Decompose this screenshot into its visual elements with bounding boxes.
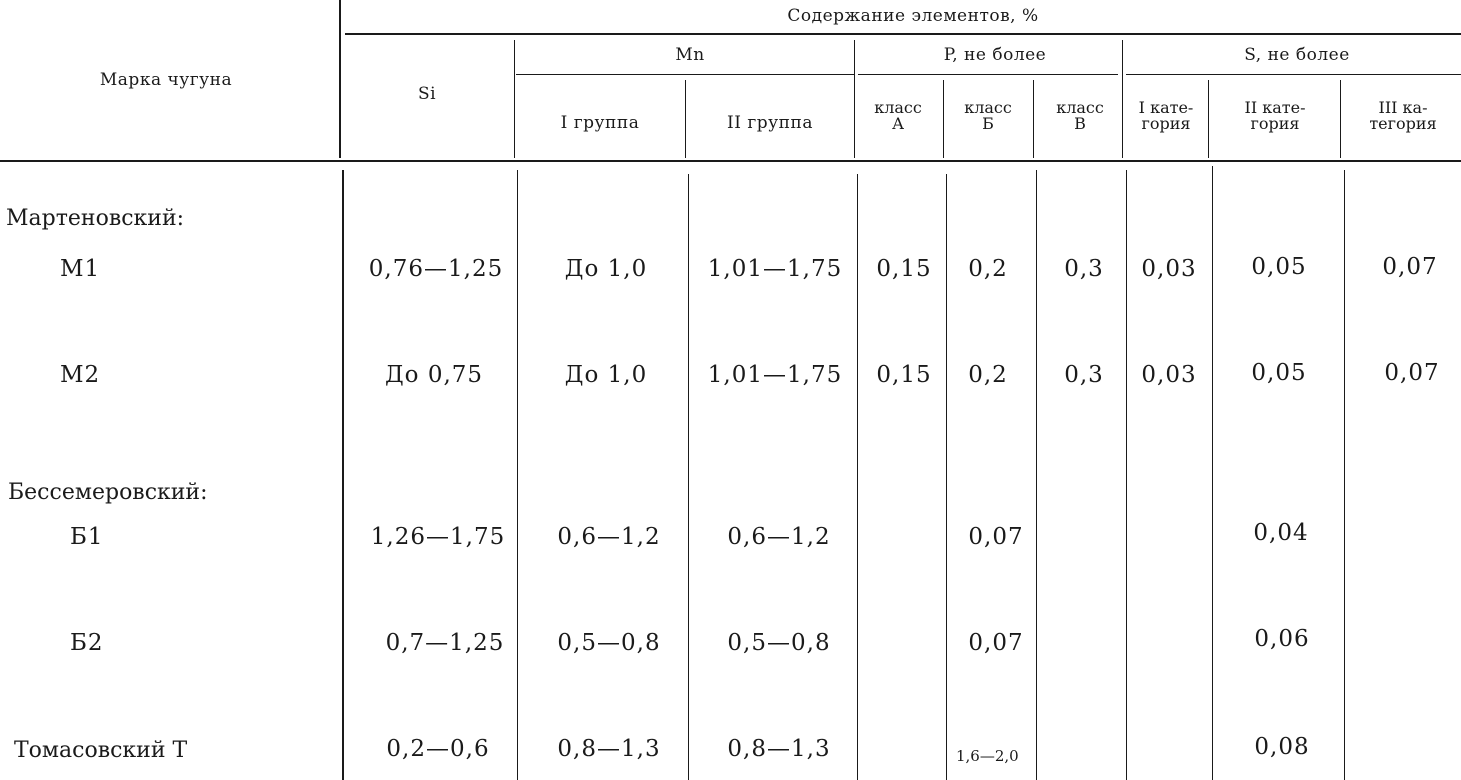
body-divider — [857, 174, 858, 780]
mn1-cell: 0,6—1,2 — [557, 524, 661, 550]
mn-group-1-header: I группа — [560, 113, 640, 133]
body-divider — [1212, 166, 1213, 780]
grade-cell: Б1 — [70, 524, 104, 550]
header-divider — [685, 80, 686, 158]
p-class-b-header: класс Б — [964, 98, 1012, 133]
s-category-1-cell: 0,03 — [1141, 362, 1197, 388]
mn2-cell: 0,6—1,2 — [727, 524, 831, 550]
header-divider — [854, 40, 855, 158]
s-cell: 0,06 — [1254, 626, 1310, 652]
s-category-2-header: II кате- гория — [1244, 98, 1306, 133]
content-header: Содержание элементов, % — [787, 6, 1039, 26]
s-category-1-cell: 0,03 — [1141, 256, 1197, 282]
mn1-cell: 0,8—1,3 — [557, 736, 661, 762]
header-divider — [339, 0, 341, 158]
p-class-a-cell: 0,15 — [876, 256, 932, 282]
body-divider — [1036, 170, 1037, 780]
mn2-cell: 0,8—1,3 — [727, 736, 831, 762]
mn-group-2-header: II группа — [727, 113, 813, 133]
p-class-c-cell: 0,3 — [1064, 256, 1104, 282]
body-divider — [342, 170, 344, 780]
header-bottom-rule — [0, 160, 1461, 162]
mn1-cell: До 1,0 — [564, 362, 648, 388]
s-category-3-header: III ка- тегория — [1369, 98, 1437, 133]
si-cell: 1,26—1,75 — [370, 524, 506, 550]
s-header: S, не более — [1244, 45, 1350, 65]
mn-header: Mn — [675, 45, 705, 65]
grade-column-header: Марка чугуна — [99, 70, 233, 90]
p-class-a-cell: 0,15 — [876, 362, 932, 388]
grade-cell: Б2 — [70, 630, 104, 656]
content-title-rule — [345, 33, 1461, 35]
body-divider — [946, 174, 947, 780]
s-cell: 0,04 — [1253, 520, 1309, 546]
p-class-a-header: класс А — [874, 98, 922, 133]
si-cell: 0,2—0,6 — [386, 736, 490, 762]
si-cell: 0,76—1,25 — [368, 256, 504, 282]
s-cell: 0,08 — [1254, 734, 1310, 760]
s-category-1-header: I кате- гория — [1138, 98, 1194, 133]
s-category-2-cell: 0,05 — [1251, 254, 1307, 280]
si-cell: 0,7—1,25 — [385, 630, 505, 656]
mn-title-rule — [516, 74, 854, 75]
header-divider — [1033, 80, 1034, 158]
p-class-b-cell: 0,2 — [968, 362, 1008, 388]
p-class-c-cell: 0,3 — [1064, 362, 1104, 388]
p-class-c-header: класс В — [1056, 98, 1104, 133]
mn2-cell: 0,5—0,8 — [727, 630, 831, 656]
grade-cell: М1 — [60, 256, 101, 282]
body-divider — [1344, 170, 1345, 780]
s-title-rule — [1126, 74, 1461, 75]
p-cell: 0,07 — [968, 630, 1024, 656]
grade-cell: Томасовский Т — [14, 738, 188, 763]
header-divider — [1340, 80, 1341, 158]
header-divider — [514, 40, 515, 158]
p-cell: 0,07 — [968, 524, 1024, 550]
s-category-3-cell: 0,07 — [1382, 254, 1438, 280]
mn1-cell: До 1,0 — [564, 256, 648, 282]
p-title-rule — [858, 74, 1118, 75]
body-divider — [688, 174, 689, 780]
p-cell: 1,6—2,0 — [956, 747, 1019, 765]
s-category-2-cell: 0,05 — [1251, 360, 1307, 386]
header-divider — [1208, 80, 1209, 158]
s-category-3-cell: 0,07 — [1384, 360, 1440, 386]
p-class-b-cell: 0,2 — [968, 256, 1008, 282]
group-title: Бессемеровский: — [8, 480, 208, 505]
grade-cell: М2 — [60, 362, 101, 388]
mn2-cell: 1,01—1,75 — [707, 362, 843, 388]
body-divider — [517, 170, 518, 780]
mn1-cell: 0,5—0,8 — [557, 630, 661, 656]
mn2-cell: 1,01—1,75 — [707, 256, 843, 282]
header-divider — [943, 80, 944, 158]
p-header: P, не более — [943, 45, 1047, 65]
si-header: Si — [417, 84, 437, 104]
body-divider — [1126, 170, 1127, 780]
group-title: Мартеновский: — [6, 206, 185, 231]
header-divider — [1122, 40, 1123, 158]
si-cell: До 0,75 — [384, 362, 484, 388]
